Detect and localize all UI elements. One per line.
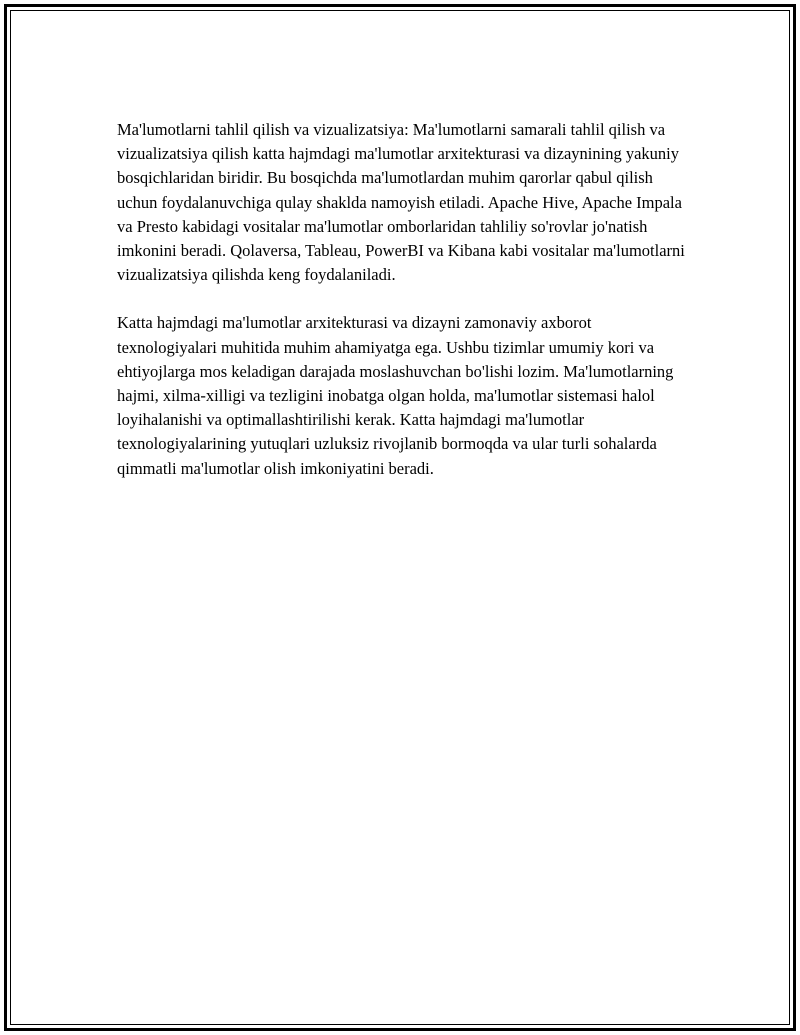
document-body: [117, 118, 687, 505]
paragraph-data-analysis: Ma'lumotlarni tahlil qilish va vizualizatsiya: Ma'lumotlarni samarali tahlil qilish va vizualizatsiya qilish katta hajmdagi ma'lumotlar arxitekturasi va dizaynining yakuniy bosqichlaridan biridir. Bu bosqichda ma'lumotlardan muhim qarorlar qabul qilish uchun foydalanuvchiga qulay shaklda namoyish etiladi. Apache Hive, Apache Impala va Presto kabidagi vositalar ma'lumotlar omborlaridan tahliliy so'rovlar jo'natish imkonini beradi. Qolaversa, Tableau, PowerBI va Kibana kabi vositalar ma'lumotlarni vizualizatsiya qilishda keng foydalaniladi.: [117, 120, 685, 285]
paragraph-big-data-architecture: Katta hajmdagi ma'lumotlar arxitekturasi va dizayni zamonaviy axborot texnologiyalari muhitida muhim ahamiyatga ega. Ushbu tizimlar umumiy kori va ehtiyojlarga mos keladigan darajada moslashuvchan bo'lishi lozim. Ma'lumotlarning hajmi, xilma-xilligi va tezligini inobatga olgan holda, ma'lumotlar sistemasi halol loyihalanishi va optimallashtirilishi kerak. Katta hajmdagi ma'lumotlar texnologiyalarining yutuqlari uzluksiz rivojlanib bormoqda va ular turli sohalarda qimmatli ma'lumotlar olish imkoniyatini beradi.: [117, 313, 674, 478]
